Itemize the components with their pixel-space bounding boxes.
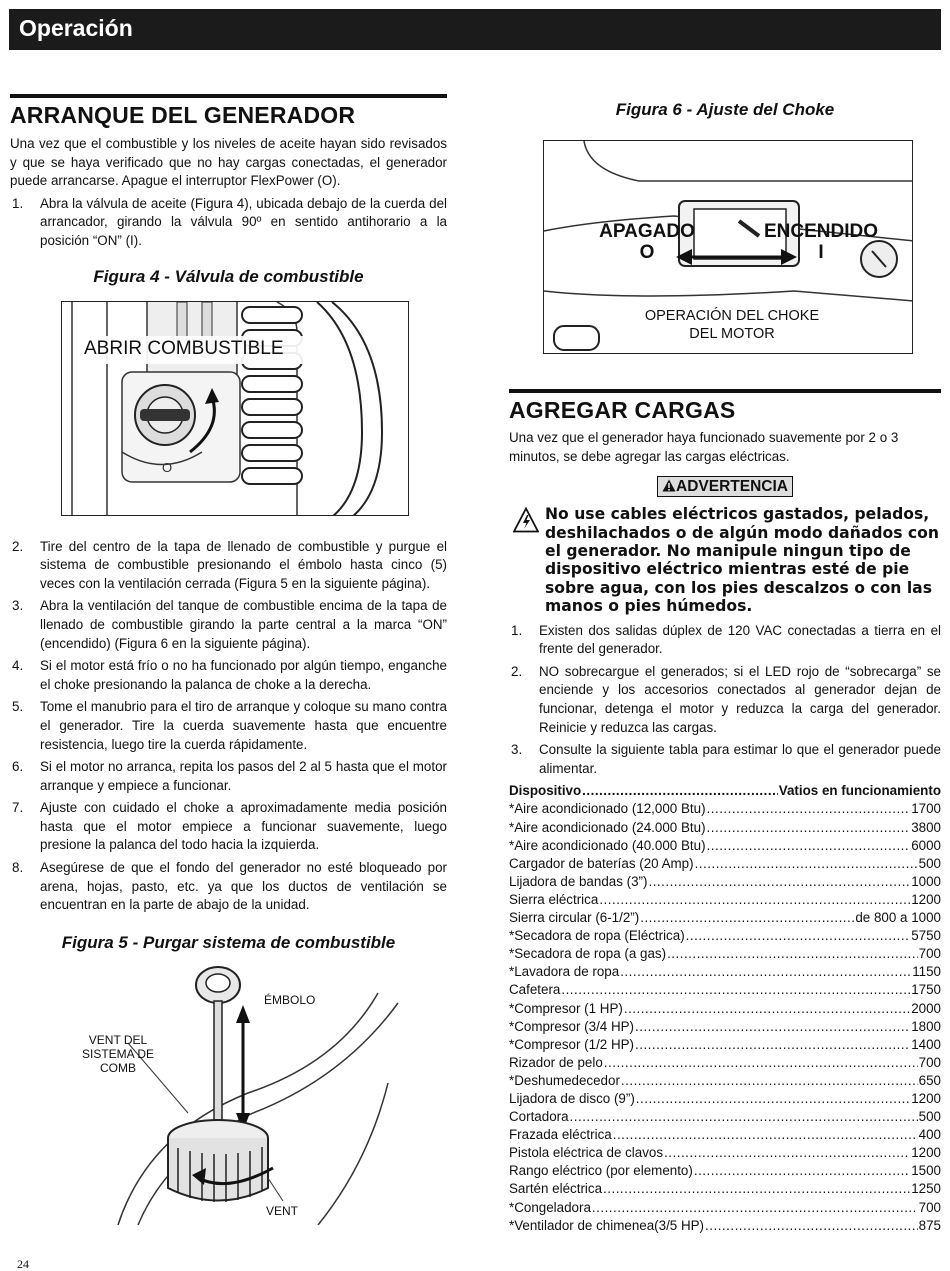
table-row <box>509 1217 941 1235</box>
choke-operation-label <box>622 307 842 343</box>
leader-dots <box>705 1217 918 1235</box>
step-text: Si el motor no arranca, repita los pasos del 2 al 5 hasta que el motor arranque y empiece a funcionar. <box>40 759 447 793</box>
table-row <box>509 855 941 873</box>
step-text: Tome el manubrio para el tiro de arranque y coloque su mano contra el generador. Tire la cuerda suavemente hasta que encuentre resistencia, luego tire la cuerda rápidamente. <box>40 699 447 752</box>
leader-dots <box>624 1000 910 1018</box>
leader-dots <box>620 963 911 981</box>
watts-value: 1200 <box>911 1145 941 1161</box>
vent-label-line: SISTEMA DE <box>81 1046 155 1061</box>
table-row <box>509 981 941 999</box>
leader-dots <box>613 1126 918 1144</box>
leader-dots <box>604 1054 918 1072</box>
device-name: *Lavadora de ropa <box>509 964 620 980</box>
device-name: Cortadora <box>509 1109 569 1125</box>
leader-dots <box>640 909 854 927</box>
step-number: 8. <box>12 860 24 876</box>
header-bar <box>9 9 941 50</box>
watts-value: 700 <box>918 1199 941 1215</box>
step-text: Tire del centro de la tapa de llenado de combustible y purgue el sistema de combustible presionando el émbolo hasta cinco (5) veces con la ventilación cerrada (Figura 5 en la siguiente página). <box>40 538 447 591</box>
watts-value: 1250 <box>911 1181 941 1197</box>
leader-dots <box>599 891 910 909</box>
device-name: Frazada eléctrica <box>509 1127 612 1143</box>
device-name: Cafetera <box>509 982 561 998</box>
section-title-add-loads: AGREGAR CARGAS <box>509 397 736 423</box>
watts-value: 5750 <box>911 928 941 944</box>
device-name: *Compresor (3/4 HP) <box>509 1018 635 1034</box>
step-list-1 <box>10 195 447 251</box>
leader-dots <box>592 1199 918 1217</box>
leader-dots <box>667 945 918 963</box>
table-header-row <box>509 782 941 800</box>
header-title: Operación <box>19 15 133 41</box>
step-number: 6. <box>12 759 24 775</box>
table-row <box>509 873 941 891</box>
leader-dots <box>570 1108 918 1126</box>
step-text: Consulte la siguiente tabla para estimar lo que el generador puede alimentar. <box>539 742 941 776</box>
step-text: Si el motor está frío o no ha funcionado por algún tiempo, enganche el choke presionando la palanca de choke a la derecha. <box>40 658 447 692</box>
table-row <box>509 909 941 927</box>
list-item <box>10 657 447 694</box>
table-row <box>509 1000 941 1018</box>
leader-dots <box>694 1162 910 1180</box>
leader-dots <box>635 1036 910 1054</box>
choke-off-label <box>592 221 702 263</box>
device-name: *Congeladora <box>509 1199 591 1215</box>
table-row <box>509 837 941 855</box>
leader-dots <box>621 1072 918 1090</box>
step-number: 1. <box>12 195 24 211</box>
device-name: Lijadora de bandas (3”) <box>509 873 648 889</box>
watts-value: 1150 <box>912 964 941 980</box>
list-item <box>10 758 447 795</box>
step-number: 7. <box>12 800 24 816</box>
watts-value: 400 <box>918 1127 941 1143</box>
list-item <box>509 663 941 737</box>
watts-value: 700 <box>918 1054 941 1070</box>
watts-value: 700 <box>918 946 941 962</box>
leader-dots <box>707 819 911 837</box>
leader-dots <box>603 1180 910 1198</box>
leader-dots <box>635 1018 910 1036</box>
leader-dots <box>695 855 918 873</box>
step-number: 4. <box>12 658 24 674</box>
leader-dots <box>636 1090 910 1108</box>
watts-value: 500 <box>918 1109 941 1125</box>
table-row <box>509 1180 941 1198</box>
table-row <box>509 1018 941 1036</box>
watts-value: de 800 a 1000 <box>855 910 941 926</box>
list-item <box>10 799 447 855</box>
leader-dots <box>707 837 911 855</box>
watts-value: 500 <box>918 855 941 871</box>
wattage-table <box>509 782 941 1234</box>
left-column <box>10 94 447 1225</box>
table-row <box>509 927 941 945</box>
device-name: *Compresor (1/2 HP) <box>509 1036 635 1052</box>
section-title-start-generator: ARRANQUE DEL GENERADOR <box>10 102 356 128</box>
figure6-image <box>543 140 913 354</box>
table-row <box>509 819 941 837</box>
vent-label-line: VENT DEL <box>88 1032 148 1047</box>
table-row <box>509 945 941 963</box>
table-row <box>509 1144 941 1162</box>
leader-dots <box>686 927 911 945</box>
device-name: Sierra eléctrica <box>509 891 599 907</box>
page-number: 24 <box>17 1257 29 1271</box>
on-text: ENCENDIDO <box>763 221 878 242</box>
list-item <box>10 538 447 594</box>
off-symbol: O <box>639 242 655 263</box>
device-name: Sartén eléctrica <box>509 1181 603 1197</box>
fuel-purge-illustration <box>68 963 408 1225</box>
step-number: 3. <box>12 598 24 614</box>
step-text: Abra la válvula de aceite (Figura 4), ubicada debajo de la cuerda del arrancador, girando la válvula 90º en sentido antihorario a la posición “ON” (I). <box>40 195 447 248</box>
step-number: 2. <box>511 663 523 679</box>
figure5-image <box>68 963 408 1225</box>
step-text: Ajuste con cuidado el choke a aproximadamente media posición hasta que el motor empiece a funcionar suavemente, luego presione la palanca del todo hacia la izquierda. <box>40 800 447 853</box>
watts-value: 1200 <box>911 1090 941 1106</box>
leader-dots <box>664 1144 910 1162</box>
leader-dots <box>707 800 911 818</box>
warning-message <box>509 505 941 615</box>
watts-value: 875 <box>918 1217 941 1233</box>
leader-dots <box>648 873 910 891</box>
watts-value: 1400 <box>911 1036 941 1052</box>
op-line: DEL MOTOR <box>689 326 775 342</box>
figure4-caption: Figura 4 - Válvula de combustible <box>93 266 364 286</box>
list-item <box>10 859 447 915</box>
step-number: 2. <box>12 538 24 554</box>
leader-dots <box>561 981 910 999</box>
device-name: Rizador de pelo <box>509 1054 603 1070</box>
device-name: Rango eléctrico (por elemento) <box>509 1163 693 1179</box>
list-item <box>10 195 447 251</box>
table-header-watts: Vatios en funcionamiento <box>778 783 941 799</box>
watts-value: 2000 <box>911 1000 941 1016</box>
table-row <box>509 891 941 909</box>
step-text: NO sobrecargue el generados; si el LED rojo de “sobrecarga” se enciende y los accesorios conectados al generador dejan de funcionar, detenga el motor y reduzca la carga del generador. Reinicie y reduzca las cargas. <box>539 663 941 735</box>
list-item <box>509 622 941 659</box>
device-name: *Ventilador de chimenea(3/5 HP) <box>509 1217 705 1233</box>
vent-label: VENT <box>266 1203 299 1218</box>
device-name: *Secadora de ropa (Eléctrica) <box>509 928 685 944</box>
table-header-device: Dispositivo <box>509 783 582 799</box>
section-rule <box>509 389 941 393</box>
plunger-label: ÉMBOLO <box>264 992 316 1007</box>
device-name: Sierra circular (6-1/2”) <box>509 910 640 926</box>
watts-value: 1000 <box>911 873 941 889</box>
warning-triangle-icon <box>662 479 676 492</box>
vent-label-line: COMB <box>100 1060 136 1075</box>
step-text: Abra la ventilación del tanque de combustible encima de la tapa de llenado de combustible girando la parte central a la marca “ON” (encendido) (Figura 6 en la siguiente página). <box>40 598 447 651</box>
list-item <box>10 698 447 754</box>
figure5-caption: Figura 5 - Purgar sistema de combustible <box>61 932 396 952</box>
device-name: *Secadora de ropa (a gas) <box>509 946 667 962</box>
list-item <box>10 597 447 653</box>
table-row <box>509 963 941 981</box>
table-row <box>509 1090 941 1108</box>
table-row <box>509 1054 941 1072</box>
watts-value: 1200 <box>911 891 941 907</box>
device-name: Lijadora de disco (9”) <box>509 1090 635 1106</box>
step-text: Asegúrese de que el fondo del generador no esté bloqueado por arena, hojas, pasto, etc. ya que los ductos de ventilación se encuentran en la parte de abajo de la unidad. <box>40 860 447 913</box>
on-symbol: I <box>818 242 824 263</box>
device-name: *Aire acondicionado (40.000 Btu) <box>509 837 706 853</box>
loads-intro: Una vez que el generador haya funcionado suavemente por 2 o 3 minutos, se debe agregar las cargas eléctricas. <box>509 430 899 464</box>
fuel-valve-illustration <box>62 302 409 516</box>
warning-text: No use cables eléctricos gastados, pelados, deshilachados o de algún modo dañados con el generador. No manipule ningun tipo de dispositivo eléctrico mientras esté de pie sobre agua, con los pies descalzos o con las manos o pies húmedos. <box>545 505 939 616</box>
off-text: APAGADO <box>599 221 695 242</box>
device-name: Cargador de baterías (20 Amp) <box>509 855 694 871</box>
open-fuel-label: ABRIR COMBUSTIBLE <box>84 337 284 359</box>
figure4-image <box>61 301 409 516</box>
table-row <box>509 1108 941 1126</box>
watts-value: 1700 <box>911 801 941 817</box>
table-row <box>509 1036 941 1054</box>
electric-shock-icon <box>513 507 539 533</box>
device-name: *Aire acondicionado (12,000 Btu) <box>509 801 706 817</box>
step-text: Existen dos salidas dúplex de 120 VAC conectadas a tierra en el frente del generador. <box>539 622 941 657</box>
fuel-system-vent-label <box>68 1033 168 1075</box>
right-column <box>509 94 941 1235</box>
table-body <box>509 800 941 1234</box>
figure6-caption: Figura 6 - Ajuste del Choke <box>615 100 835 119</box>
table-row <box>509 800 941 818</box>
watts-value: 1750 <box>911 982 941 998</box>
watts-value: 1500 <box>911 1163 941 1179</box>
step-number: 5. <box>12 699 24 715</box>
svg-text:O: O <box>162 459 173 475</box>
watts-value: 6000 <box>911 837 941 853</box>
watts-value: 3800 <box>911 819 941 835</box>
warning-badge-wrap <box>509 476 941 497</box>
device-name: Pistola eléctrica de clavos <box>509 1145 664 1161</box>
device-name: *Deshumedecedor <box>509 1072 620 1088</box>
warning-badge <box>657 476 793 497</box>
table-row <box>509 1199 941 1217</box>
step-number: 3. <box>511 742 523 758</box>
step-number: 1. <box>511 622 523 638</box>
table-row <box>509 1162 941 1180</box>
list-item <box>509 741 941 778</box>
loads-step-list <box>509 622 941 779</box>
device-name: *Aire acondicionado (24.000 Btu) <box>509 819 706 835</box>
warning-badge-text: ADVERTENCIA <box>676 478 788 496</box>
device-name: *Compresor (1 HP) <box>509 1000 623 1016</box>
leader-dots <box>582 782 778 800</box>
table-row <box>509 1072 941 1090</box>
op-line: OPERACIÓN DEL CHOKE <box>644 308 820 324</box>
intro-paragraph: Una vez que el combustible y los niveles de aceite hayan sido revisados y que se haya verificado que no hay cargas conectadas, el generador puede arrancarse. Apague el interruptor FlexPower (O). <box>10 136 447 189</box>
table-row <box>509 1126 941 1144</box>
step-list-2 <box>10 538 447 915</box>
choke-on-label <box>759 221 883 263</box>
watts-value: 650 <box>918 1072 941 1088</box>
watts-value: 1800 <box>911 1018 941 1034</box>
section-rule <box>10 94 447 98</box>
